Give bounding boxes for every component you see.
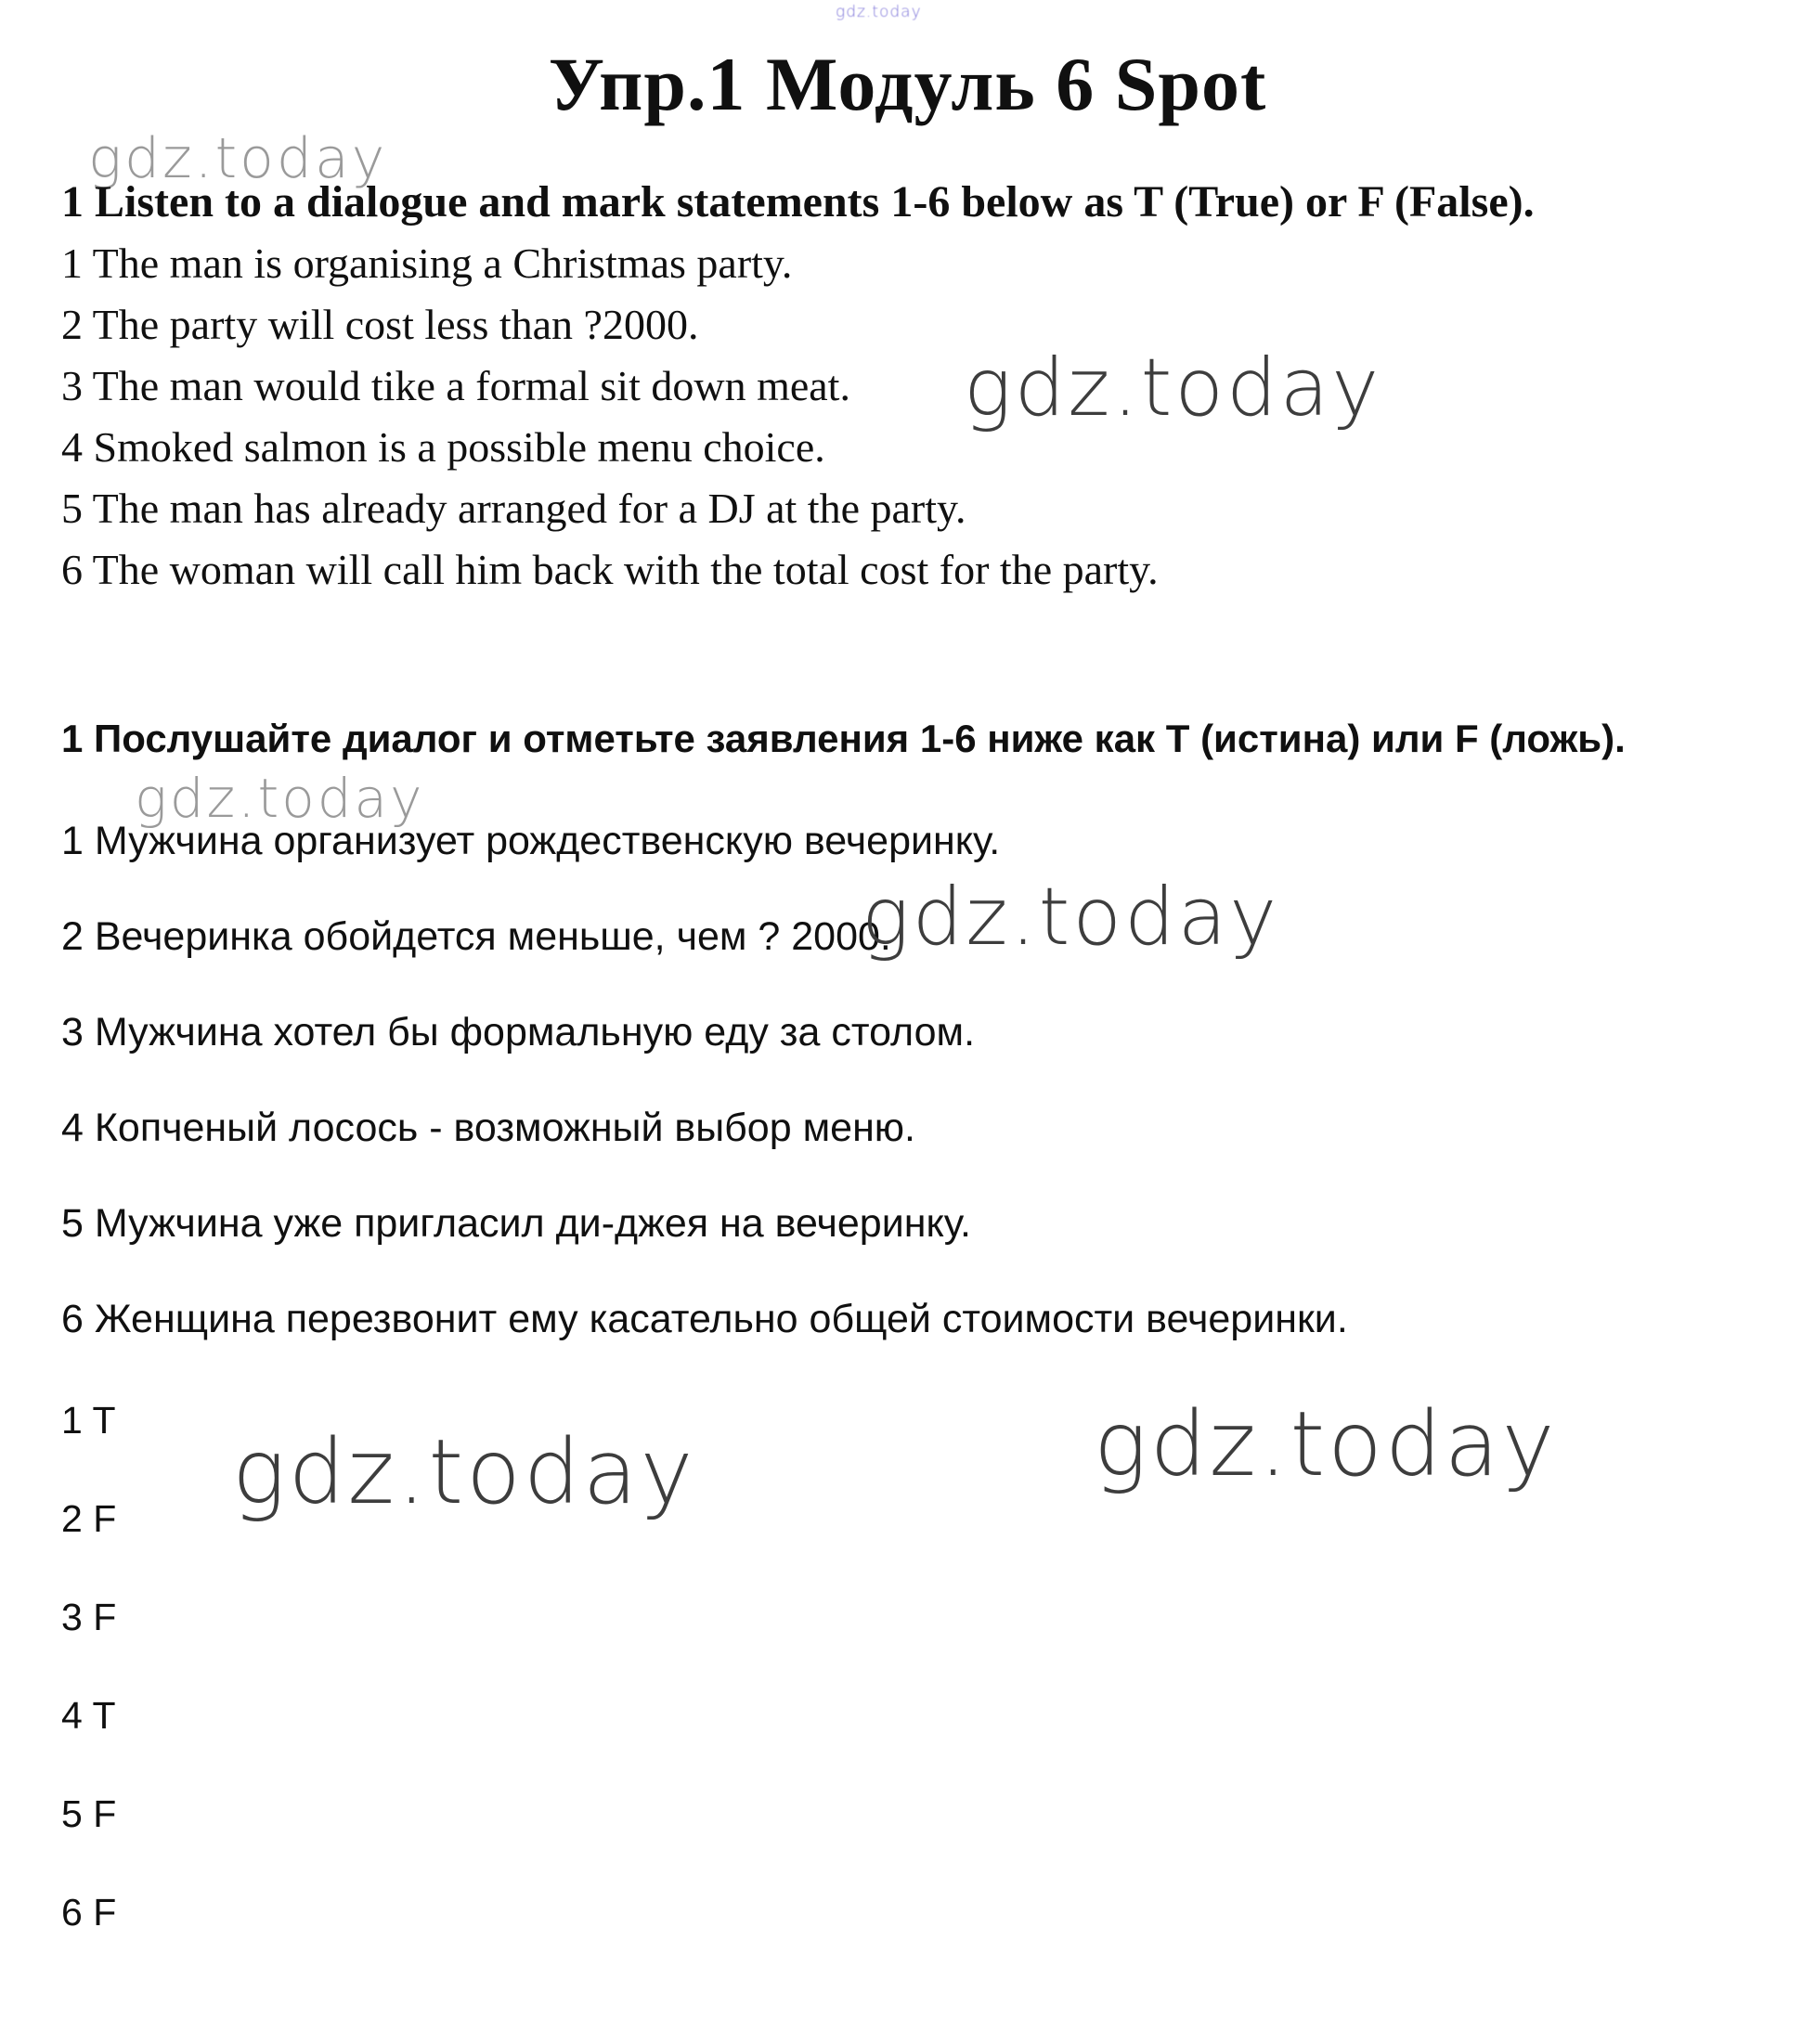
watermark: gdz.today (862, 871, 1280, 964)
answer-3: 3 F (61, 1596, 117, 1638)
russian-statement-3: 3 Мужчина хотел бы формальную еду за столом. (61, 1010, 976, 1054)
russian-task-section (61, 817, 1695, 1391)
answers-section (61, 1397, 116, 1987)
answer-6: 6 F (61, 1891, 117, 1934)
english-statement-5: 5 The man has already arranged for a DJ at the party. (61, 485, 966, 532)
answer-5: 5 F (61, 1792, 117, 1835)
watermark: gdz.today (1094, 1392, 1558, 1496)
english-statement-4: 4 Smoked salmon is a possible menu choice. (61, 423, 825, 471)
english-statement-6: 6 The woman will call him back with the total cost for the party. (61, 546, 1159, 593)
russian-statement-4: 4 Копченый лосось - возможный выбор меню. (61, 1106, 916, 1150)
watermark: gdz.today (88, 126, 388, 191)
answer-1: 1 T (61, 1399, 116, 1442)
page-title: Упр.1 Модуль 6 Spot (548, 42, 1267, 126)
answer-2: 2 F (61, 1497, 117, 1540)
watermark: gdz.today (135, 767, 425, 830)
russian-statement-1: 1 Мужчина организует рождественскую вечеринку. (61, 819, 1001, 863)
english-task-heading: 1 Listen to a dialogue and mark statements 1-6 below as T (True) or F (False). (61, 177, 1535, 226)
watermark-top: gdz.today (836, 3, 922, 21)
english-statement-3: 3 The man would tike a formal sit down meat. (61, 362, 850, 409)
russian-statement-6: 6 Женщина перезвонит ему касательно общей стоимости вечеринки. (61, 1297, 1348, 1341)
russian-task-heading: 1 Послушайте диалог и отметьте заявления 1-6 ниже как T (истина) или F (ложь). (61, 717, 1626, 760)
english-task-section (61, 172, 1770, 601)
english-statement-2: 2 The party will cost less than ?2000. (61, 301, 699, 348)
russian-statement-5: 5 Мужчина уже пригласил ди-джея на вечеринку. (61, 1201, 971, 1246)
watermark: gdz.today (232, 1420, 696, 1524)
answer-4: 4 T (61, 1694, 116, 1737)
english-statement-1: 1 The man is organising a Christmas party. (61, 239, 793, 287)
russian-statement-2: 2 Вечеринка обойдется меньше, чем ? 2000. (61, 914, 891, 959)
watermark: gdz.today (964, 342, 1382, 434)
